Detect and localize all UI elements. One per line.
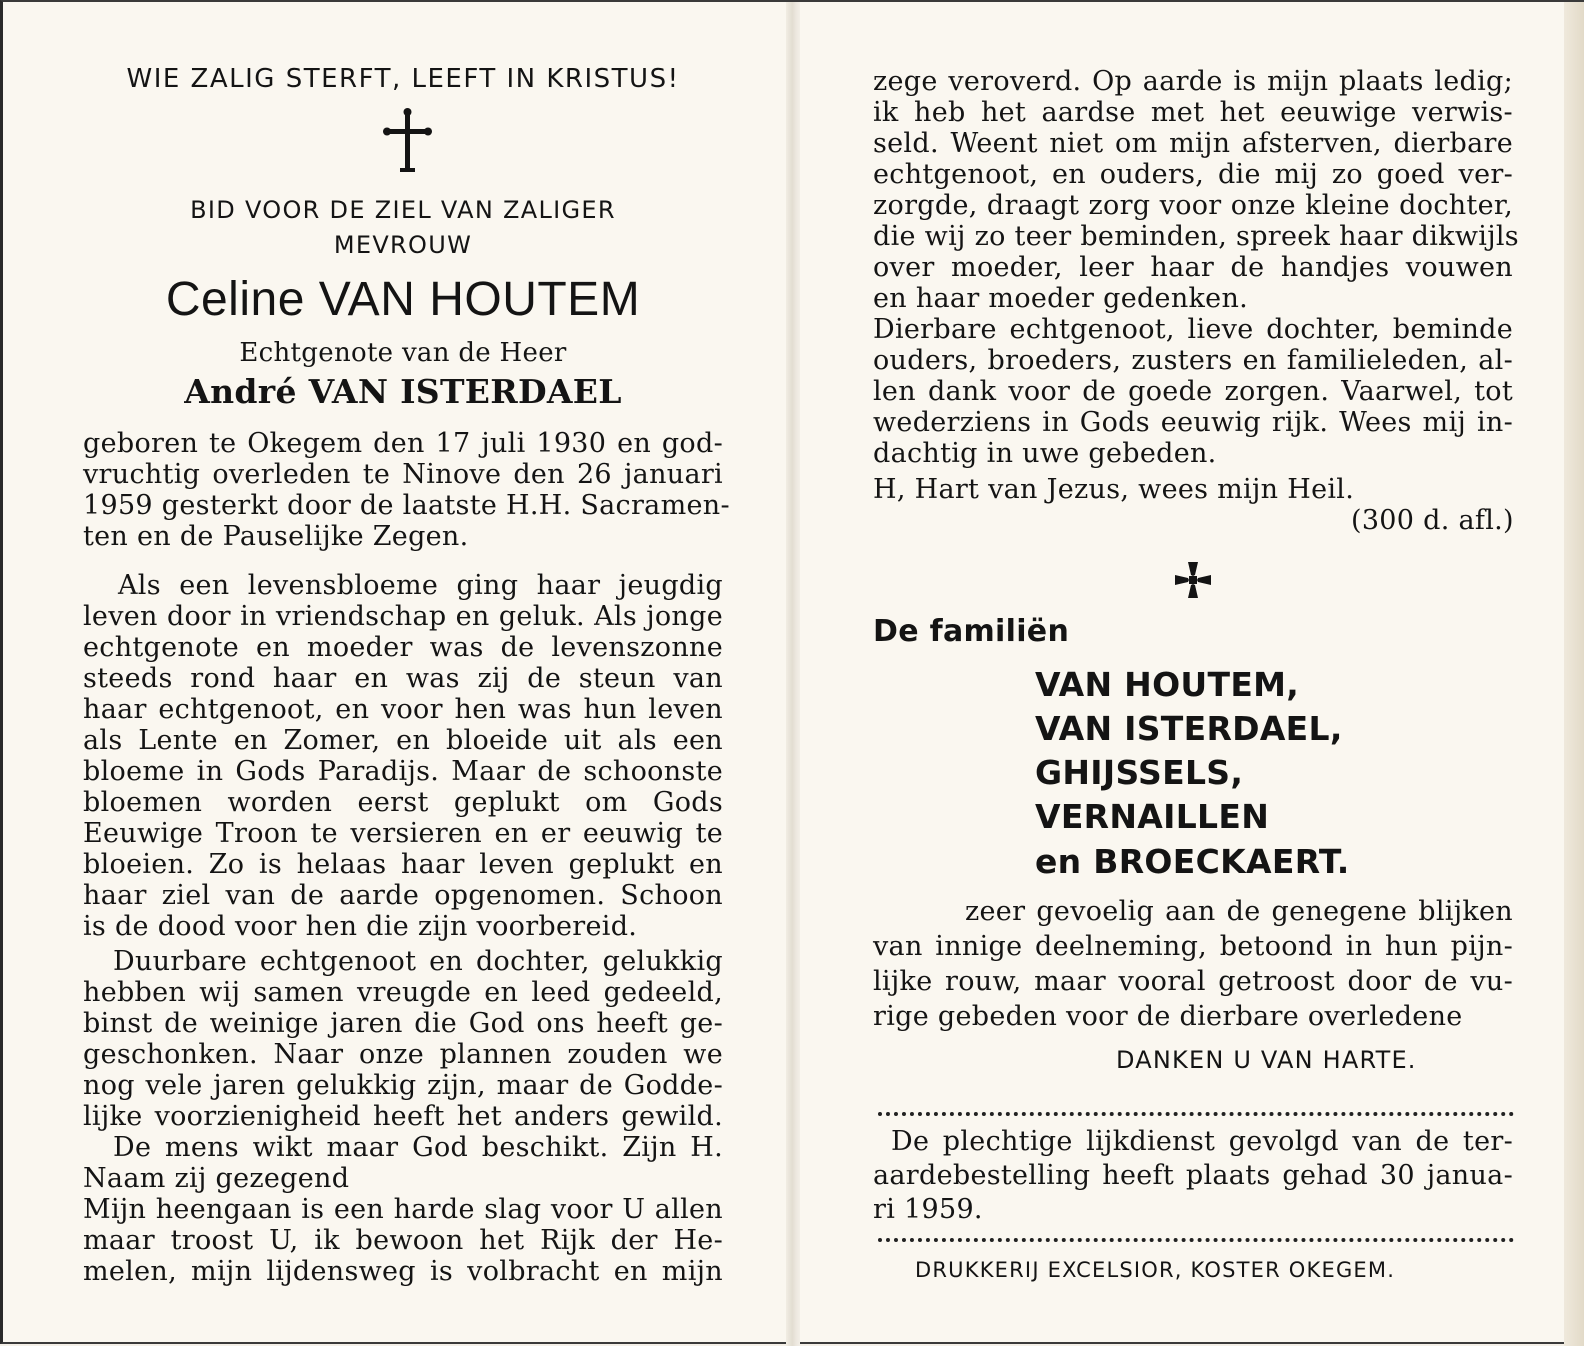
birth-line: 1959 gesterkt door de laatste H.H. Sacramen- <box>83 490 730 521</box>
family-name: VAN ISTERDAEL, <box>1035 709 1343 748</box>
funeral-line: ri 1959. <box>873 1194 983 1225</box>
card-edge-shadow <box>1564 2 1584 1346</box>
paragraph-line: zege veroverd. Op aarde is mijn plaats ledig; <box>873 66 1513 97</box>
paragraph-line: over moeder, leer haar de handjes vouwen <box>873 252 1513 283</box>
paragraph-line: bloeien. Zo is helaas haar leven geplukt en <box>83 849 723 880</box>
deceased-name: Celine VAN HOUTEM <box>165 273 641 326</box>
paragraph-line: echtgenoot, en ouders, die mij zo goed ver- <box>873 159 1513 190</box>
funeral-line: aardebestelling heeft plaats gehad 30 janua- <box>873 1160 1513 1191</box>
paragraph-line: steeds rond haar en was zij de steun van <box>83 663 723 694</box>
paragraph-line: Naam zij gezegend <box>83 1163 350 1194</box>
paragraph-line: wederziens in Gods eeuwig rijk. Wees mij in- <box>873 407 1513 438</box>
paragraph-line: ik heb het aardse met het eeuwige verwis- <box>873 97 1513 128</box>
spouse-name: André VAN ISTERDAEL <box>184 372 622 411</box>
paragraph-line: die wij zo teer beminden, spreek haar dikwijls <box>873 221 1519 252</box>
family-name: GHIJSSELS, <box>1035 753 1244 792</box>
paragraph-line: echtgenote en moeder was de levenszonne <box>83 632 723 663</box>
birth-line: geboren te Okegem den 17 juli 1930 en god- <box>83 428 723 459</box>
thanks-line: zeer gevoelig aan de genegene blijken <box>965 896 1513 927</box>
family-name: en BROECKAERT. <box>1035 842 1350 881</box>
paragraph-line: ouders, broeders, zusters en familieleden, al- <box>873 345 1513 376</box>
paragraph-line: Mijn heengaan is een harde slag voor U allen <box>83 1194 723 1225</box>
birth-line: ten en de Pauselijke Zegen. <box>83 521 469 552</box>
paragraph-line: Duurbare echtgenoot en dochter, gelukkig <box>113 946 723 977</box>
paragraph-line: bloemen worden eerst geplukt om Gods <box>83 787 723 818</box>
paragraph-line: Als een levensbloeme ging haar jeugdig <box>118 570 723 601</box>
family-name: VAN HOUTEM, <box>1035 665 1300 704</box>
motto: WIE ZALIG STERFT, LEEFT IN KRISTUS! <box>126 64 680 94</box>
thanks-closing: DANKEN U VAN HARTE. <box>1116 1046 1417 1074</box>
latin-cross-icon <box>378 108 438 174</box>
paragraph-line: lijke voorzienigheid heeft het anders gewild. <box>83 1101 723 1132</box>
dotted-divider <box>878 1238 1514 1242</box>
families-intro: De familiën <box>873 614 1070 649</box>
paragraph-line: geschonken. Naar onze plannen zouden we <box>83 1039 723 1070</box>
paragraph-line: haar ziel van de aarde opgenomen. Schoon <box>83 880 723 911</box>
thanks-line: van innige deelneming, betoond in hun pijn- <box>873 931 1513 962</box>
indulgence: (300 d. afl.) <box>1351 505 1514 536</box>
prayer-line-1: BID VOOR DE ZIEL VAN ZALIGER <box>190 196 616 224</box>
paragraph-line: len dank voor de goede zorgen. Vaarwel, tot <box>873 376 1513 407</box>
funeral-line: De plechtige lijkdienst gevolgd van de ter- <box>891 1126 1513 1157</box>
prayer-line-2: MEVROUW <box>333 231 473 259</box>
paragraph-line: seld. Weent niet om mijn afsterven, dierbare <box>873 128 1513 159</box>
thanks-line: lijke rouw, maar vooral getroost door de vu- <box>873 966 1513 997</box>
paragraph-line: bloeme in Gods Paradijs. Maar de schoonste <box>83 756 723 787</box>
spouse-intro: Echtgenote van de Heer <box>239 338 567 368</box>
card-fold <box>786 2 800 1346</box>
paragraph-line: binst de weinige jaren die God ons heeft ge- <box>83 1008 723 1039</box>
paragraph-line: dachtig in uwe gebeden. <box>873 438 1217 469</box>
paragraph-line: maar troost U, ik bewoon het Rijk der He- <box>83 1225 723 1256</box>
dotted-divider <box>878 1112 1514 1116</box>
family-name: VERNAILLEN <box>1035 797 1270 836</box>
printer-credit: DRUKKERIJ EXCELSIOR, KOSTER OKEGEM. <box>915 1258 1396 1282</box>
cross-pattee-icon <box>1175 562 1211 598</box>
paragraph-line: zorgde, draagt zorg voor onze kleine dochter, <box>873 190 1513 221</box>
paragraph-line: Eeuwige Troon te versieren en er eeuwig te <box>83 818 723 849</box>
paragraph-line: melen, mijn lijdensweg is volbracht en mijn <box>83 1256 723 1287</box>
paragraph-line: nog vele jaren gelukkig zijn, maar de Godde- <box>83 1070 723 1101</box>
thanks-line: rige gebeden voor de dierbare overledene <box>873 1001 1463 1032</box>
paragraph-line: De mens wikt maar God beschikt. Zijn H. <box>113 1132 723 1163</box>
paragraph-line: is de dood voor hen die zijn voorbereid. <box>83 911 638 942</box>
paragraph-line: hebben wij samen vreugde en leed gedeeld, <box>83 977 723 1008</box>
paragraph-line: Dierbare echtgenoot, lieve dochter, beminde <box>873 314 1513 345</box>
birth-line: vruchtig overleden te Ninove den 26 januari <box>83 459 723 490</box>
invocation: H, Hart van Jezus, wees mijn Heil. <box>873 474 1355 505</box>
paragraph-line: als Lente en Zomer, en bloeide uit als een <box>83 725 723 756</box>
paragraph-line: en haar moeder gedenken. <box>873 283 1249 314</box>
paragraph-line: leven door in vriendschap en geluk. Als jonge <box>83 601 723 632</box>
paragraph-line: haar echtgenoot, en voor hen was hun leven <box>83 694 723 725</box>
